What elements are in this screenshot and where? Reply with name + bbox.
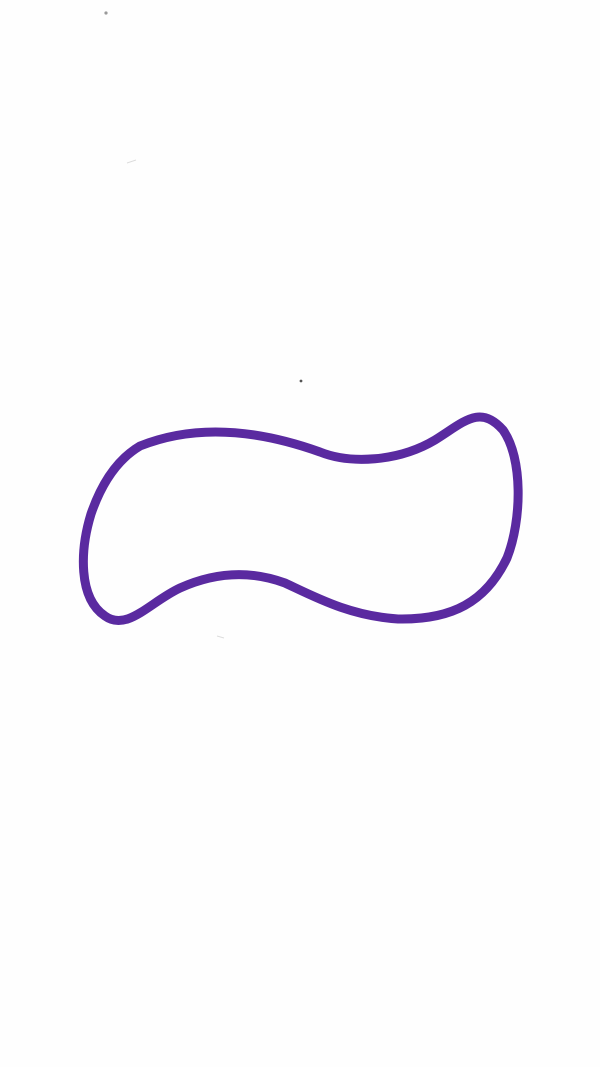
blob-outline: [83, 417, 518, 621]
scan-speck: [217, 636, 224, 638]
scan-speck: [300, 380, 303, 383]
scan-speck: [104, 11, 107, 14]
scan-speck: [127, 160, 136, 163]
